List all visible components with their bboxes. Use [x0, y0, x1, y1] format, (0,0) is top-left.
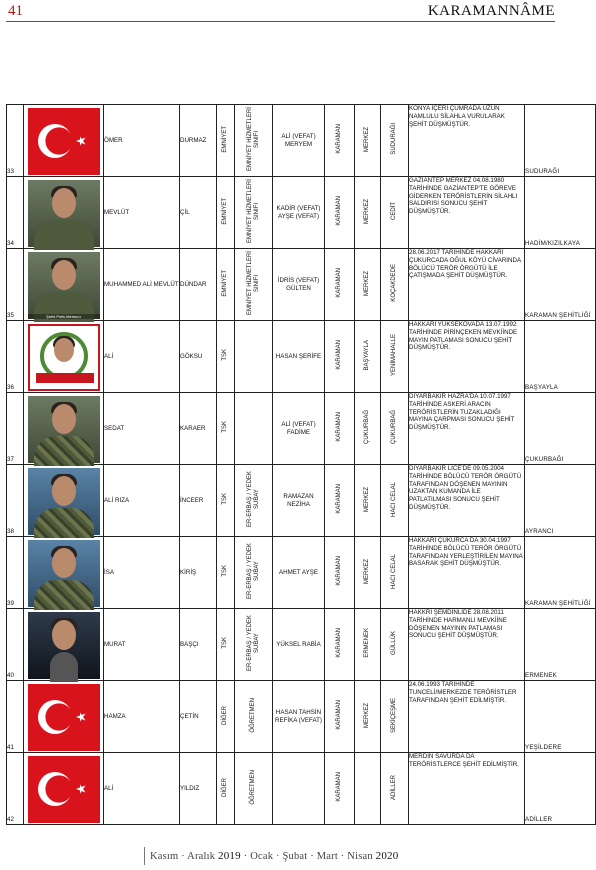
city-cell — [325, 249, 355, 321]
village: KOÇAKDEDE — [391, 264, 398, 302]
corps: TSK — [222, 637, 229, 649]
rank-cell — [235, 465, 273, 537]
village: CEDİT — [391, 202, 398, 221]
rank: EMNİYET HİZMETLERİ SINIFI — [246, 179, 260, 244]
rank: ER-ERBAŞ / YEDEK SUBAY — [246, 543, 260, 600]
table-row — [7, 537, 596, 609]
surname: BAŞÇI — [180, 609, 217, 681]
parents: KADİR (VEFAT) AYŞE (VEFAT) — [273, 177, 325, 249]
rank: EMNİYET HİZMETLERİ SINIFI — [246, 251, 260, 316]
city: KARAMAN — [336, 340, 343, 370]
village-cell — [381, 321, 409, 393]
rank: ÖĞRETMEN — [250, 697, 257, 733]
table-row — [7, 321, 596, 393]
table-row — [7, 465, 596, 537]
district: BAŞYAYLA — [364, 339, 371, 371]
row-number: 42 — [7, 753, 24, 825]
city: KARAMAN — [336, 196, 343, 226]
photo-cell — [24, 249, 104, 321]
description: 24.06.1993 TARİHİNDE TUNCELİ/MERKEZDE TERÖRİSTLER TARAFINDAN ŞEHİT EDİLMİŞTİR. — [409, 681, 525, 753]
burial-place: BAŞYAYLA — [525, 321, 596, 393]
first-name: ALİ RIZA — [104, 465, 180, 537]
table-row — [7, 177, 596, 249]
district: MERKEZ — [364, 558, 371, 584]
corps: EMNİYET — [222, 125, 229, 153]
row-number: 40 — [7, 609, 24, 681]
city-cell — [325, 609, 355, 681]
rank-cell — [235, 321, 273, 393]
footer-rule — [144, 847, 145, 865]
page-number: 41 — [8, 3, 23, 19]
corps-cell — [217, 465, 235, 537]
description: MERDİN SAVURDA DA TERÖRİSTLERCE ŞEHİT EDİLMİŞTİR. — [409, 753, 525, 825]
district: MERKEZ — [364, 270, 371, 296]
city-cell — [325, 681, 355, 753]
header-rule — [6, 21, 555, 22]
first-name: MEVLÜT — [104, 177, 180, 249]
martyrs-table — [6, 104, 596, 825]
first-name: MUHAMMED ALİ MEVLÜT — [104, 249, 180, 321]
surname: ÇETİN — [180, 681, 217, 753]
village: ADİLLER — [391, 774, 398, 800]
first-name: SEDAT — [104, 393, 180, 465]
table-row — [7, 609, 596, 681]
rank: ER-ERBAŞ / YEDEK SUBAY — [246, 471, 260, 528]
table-row — [7, 105, 596, 177]
village: HACI CELAL — [391, 553, 398, 589]
description: HAKKARİ YÜKSEKOVADA 13.07.1992 TARİHİNDE PİRİNÇEKEN MEVKİİNDE MAYIN PATLAMASI SONUCU ŞEHİT DÜŞMÜŞTÜR. — [409, 321, 525, 393]
photo-cell — [24, 681, 104, 753]
district-cell — [355, 465, 381, 537]
portrait-photo — [28, 252, 100, 319]
village-cell — [381, 249, 409, 321]
turkish-flag-image — [28, 108, 100, 175]
corps-cell — [217, 609, 235, 681]
first-name: HAMZA — [104, 681, 180, 753]
first-name: İSA — [104, 537, 180, 609]
district: MERKEZ — [364, 126, 371, 152]
row-number: 33 — [7, 105, 24, 177]
photo-cell — [24, 177, 104, 249]
corps: EMNİYET — [222, 269, 229, 297]
corps-cell — [217, 105, 235, 177]
photo-cell — [24, 537, 104, 609]
photo-cell — [24, 465, 104, 537]
city-cell — [325, 321, 355, 393]
first-name: ALİ — [104, 753, 180, 825]
surname: ÇİL — [180, 177, 217, 249]
village-cell — [381, 609, 409, 681]
city: KARAMAN — [336, 556, 343, 586]
portrait-photo — [28, 612, 100, 679]
photo-cell — [24, 753, 104, 825]
portrait-photo — [28, 396, 100, 463]
burial-place: SUDURAĞI — [525, 105, 596, 177]
rank: ER-ERBAŞ / YEDEK SUBAY — [246, 615, 260, 672]
turkish-flag-image — [28, 756, 100, 823]
corps: TSK — [222, 421, 229, 433]
description: DİYARBAKIR HAZRA'DA 10.07.1997 TARİHİNDE ASKERİ ARACIN TERÖRİSTLERİN TUZAKLADIĞI MAYINA ÇARPMASI SONUCU ŞEHİT DÜŞMÜŞTÜR. — [409, 393, 525, 465]
burial-place: KARAMAN ŞEHİTLİĞİ — [525, 249, 596, 321]
row-number: 37 — [7, 393, 24, 465]
district-cell — [355, 609, 381, 681]
corps: EMNİYET — [222, 197, 229, 225]
burial-place: ERMENEK — [525, 609, 596, 681]
parents: ALİ (VEFAT) FADİME — [273, 393, 325, 465]
corps-cell — [217, 249, 235, 321]
burial-place: ADİLLER — [525, 753, 596, 825]
portrait-photo — [28, 540, 100, 607]
rank-cell — [235, 753, 273, 825]
surname: KİRİŞ — [180, 537, 217, 609]
row-number: 41 — [7, 681, 24, 753]
village-cell — [381, 465, 409, 537]
row-number: 35 — [7, 249, 24, 321]
portrait-photo — [28, 468, 100, 535]
parents: RAMAZAN NEZİHA — [273, 465, 325, 537]
village: GÜLLÜK — [391, 631, 398, 656]
framed-portrait-image — [28, 324, 100, 391]
city: KARAMAN — [336, 628, 343, 658]
parents: HASAN TAHSİN REFİKA (VEFAT) — [273, 681, 325, 753]
rank-cell — [235, 177, 273, 249]
district-cell — [355, 393, 381, 465]
corps-cell — [217, 753, 235, 825]
rank: ÖĞRETMEN — [250, 769, 257, 805]
table-row — [7, 249, 596, 321]
description: 28.06.2017 TARİHİNDE HAKKARİ ÇUKURCADA OĞUL KÖYÜ CİVARINDA BÖLÜCÜ TERÖR ÖRGÜTÜ İLE ÇATIŞMADA ŞEHİT DÜŞMÜŞTÜR. — [409, 249, 525, 321]
first-name: ALİ — [104, 321, 180, 393]
burial-place: YEŞİLDERE — [525, 681, 596, 753]
row-number: 36 — [7, 321, 24, 393]
description: HAKKRİ ŞEMDİNLİDE 28.08.2011 TARİHİNDE HARMANLI MEVKİİNE DÖŞENEN MAYININ PATLAMASI SONUCU ŞEHİT DÜŞMÜŞTÜR. — [409, 609, 525, 681]
city: KARAMAN — [336, 124, 343, 154]
parents: İDRİS (VEFAT) GÜLTEN — [273, 249, 325, 321]
row-number: 39 — [7, 537, 24, 609]
village: SUDURAĞI — [391, 123, 398, 155]
photo-cell — [24, 321, 104, 393]
corps: TSK — [222, 493, 229, 505]
village-cell — [381, 105, 409, 177]
village-cell — [381, 753, 409, 825]
burial-place: ÇUKURBAĞI — [525, 393, 596, 465]
city: KARAMAN — [336, 772, 343, 802]
district-cell — [355, 177, 381, 249]
corps-cell — [217, 393, 235, 465]
parents: YÜKSEL RABİA — [273, 609, 325, 681]
village-cell — [381, 537, 409, 609]
city: KARAMAN — [336, 484, 343, 514]
parents — [273, 753, 325, 825]
description: DİYARBAKIR LİCE'DE 09.05.2004 TARİHİNDE BÖLÜCÜ TERÖR ÖRGÜTÜ TARAFINDAN DÖŞENEN MAYININ UZAKTAN KUMANDA İLE PATLATILMASI SONUCU ŞEHİT DÜŞMÜŞTÜR. — [409, 465, 525, 537]
city: KARAMAN — [336, 268, 343, 298]
city-cell — [325, 393, 355, 465]
district: ERMENEK — [364, 628, 371, 658]
surname: DURMAZ — [180, 105, 217, 177]
village: HACI CELAL — [391, 481, 398, 517]
corps: DİĞER — [222, 777, 229, 797]
magazine-title: KARAMANNÂME — [427, 3, 555, 19]
surname: GÖKSU — [180, 321, 217, 393]
first-name: MURAT — [104, 609, 180, 681]
row-number: 38 — [7, 465, 24, 537]
rank-cell — [235, 393, 273, 465]
rank-cell — [235, 609, 273, 681]
city-cell — [325, 465, 355, 537]
corps-cell — [217, 681, 235, 753]
village: SEKİÇEŞME — [391, 697, 398, 733]
description: GAZİANTEP MERKEZ 04.08.1980 TARİHİNDE GAZİANTEP'TE GÖREVE GİDERKEN TERÖRİSTLERİN SİLAHLI SALDIRISI SONUCU ŞEHİT DÜŞMÜŞTÜR. — [409, 177, 525, 249]
city: KARAMAN — [336, 700, 343, 730]
corps-cell — [217, 177, 235, 249]
city: KARAMAN — [336, 412, 343, 442]
portrait-photo — [28, 180, 100, 247]
description: KONYA İÇERİ ÇUMRADA UZUN NAMLULU SİLAHLA VURULARAK ŞEHİT DÜŞMÜŞTÜR. — [409, 105, 525, 177]
first-name: ÖMER — [104, 105, 180, 177]
burial-place: AYRANCI — [525, 465, 596, 537]
photo-cell — [24, 393, 104, 465]
rank-cell — [235, 105, 273, 177]
photo-caption: Şehit Polis Memuru — [28, 314, 100, 319]
corps-cell — [217, 537, 235, 609]
row-number: 34 — [7, 177, 24, 249]
district: MERKEZ — [364, 198, 371, 224]
table-row — [7, 393, 596, 465]
photo-cell — [24, 609, 104, 681]
district-cell — [355, 681, 381, 753]
surname: DÜNDAR — [180, 249, 217, 321]
corps: TSK — [222, 349, 229, 361]
table-row — [7, 681, 596, 753]
rank-cell — [235, 681, 273, 753]
burial-place: KARAMAN ŞEHİTLİĞİ — [525, 537, 596, 609]
parents: ALİ (VEFAT) MERYEM — [273, 105, 325, 177]
village-cell — [381, 177, 409, 249]
village-cell — [381, 681, 409, 753]
city-cell — [325, 105, 355, 177]
surname: YILDIZ — [180, 753, 217, 825]
rank-cell — [235, 249, 273, 321]
district-cell — [355, 321, 381, 393]
district: MERKEZ — [364, 486, 371, 512]
district-cell — [355, 249, 381, 321]
village: YENİMAHALLE — [391, 334, 398, 377]
parents: HASAN ŞERİFE — [273, 321, 325, 393]
table-row — [7, 753, 596, 825]
village: ÇUKURBAĞ — [391, 410, 398, 445]
rank-cell — [235, 537, 273, 609]
burial-place: HADİM/KIZILKAYA — [525, 177, 596, 249]
village-cell — [381, 393, 409, 465]
description: HAKKARİ ÇUKURCA DA 30.04.1997 TARİHİNDE BÖLÜCÜ TERÖR ÖRGÜTÜ TARAFINDAN YERLEŞTİRİLEN MAYINA BASARAK ŞEHİT DÜŞMÜŞTÜR. — [409, 537, 525, 609]
rank: EMNİYET HİZMETLERİ SINIFI — [246, 107, 260, 172]
city-cell — [325, 537, 355, 609]
corps: DİĞER — [222, 705, 229, 725]
district-cell — [355, 105, 381, 177]
corps-cell — [217, 321, 235, 393]
issue-dates: Kasım · Aralık 2019 · Ocak · Şubat · Mart · Nisan 2020 — [150, 850, 399, 862]
corps: TSK — [222, 565, 229, 577]
district-cell — [355, 537, 381, 609]
district-cell — [355, 753, 381, 825]
turkish-flag-image — [28, 684, 100, 751]
city-cell — [325, 753, 355, 825]
district: ÇUKURBAĞ — [364, 410, 371, 445]
photo-cell — [24, 105, 104, 177]
surname: İNCEER — [180, 465, 217, 537]
parents: AHMET AYŞE — [273, 537, 325, 609]
surname: KARAER — [180, 393, 217, 465]
city-cell — [325, 177, 355, 249]
district: MERKEZ — [364, 702, 371, 728]
